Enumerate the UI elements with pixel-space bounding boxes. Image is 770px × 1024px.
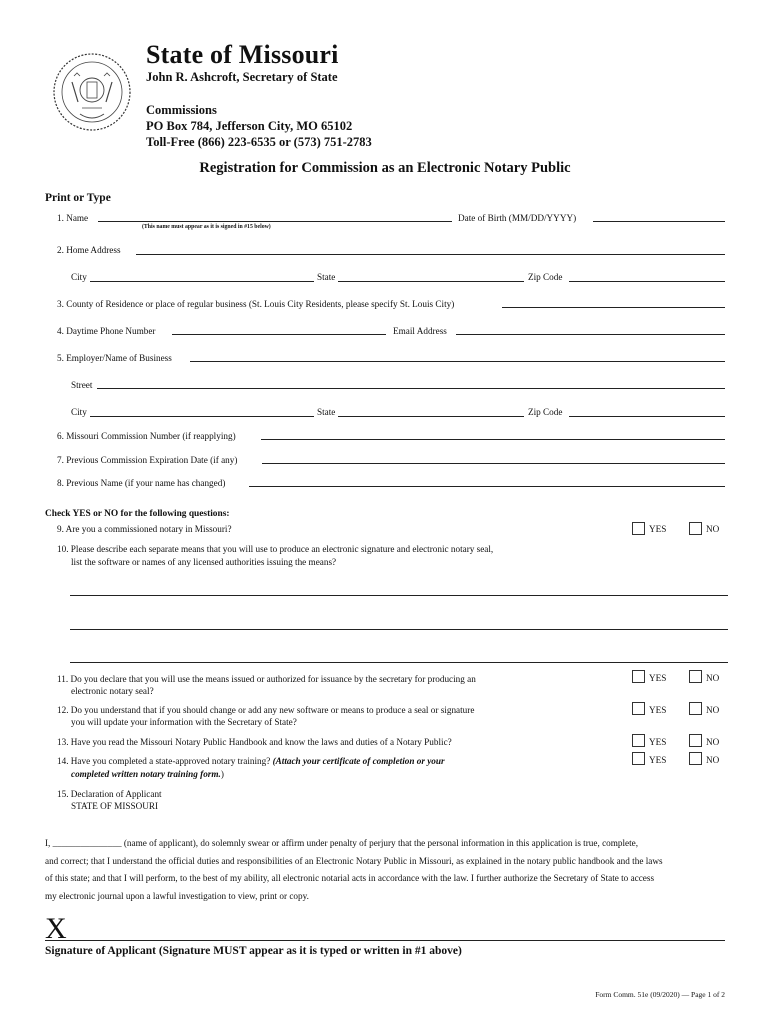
declaration-line-3: of this state; and that I will perform, to the best of my ability, all electronic notarial acts in accordance with the law. I further authorize the Secretary of State to access	[45, 873, 655, 883]
q14-yes-checkbox[interactable]	[632, 752, 645, 765]
signature-line[interactable]	[45, 940, 725, 941]
home-address-field[interactable]	[136, 254, 725, 255]
q14-no-label: NO	[706, 755, 720, 765]
commission-number-field[interactable]	[261, 439, 725, 440]
county-label: 3. County of Residence or place of regular business (St. Louis City Residents, please specify St. Louis City)	[57, 299, 455, 309]
county-field[interactable]	[502, 307, 725, 308]
q11-no-checkbox[interactable]	[689, 670, 702, 683]
previous-name-label: 8. Previous Name (if your name has changed)	[57, 478, 226, 488]
employer-zip-field[interactable]	[569, 416, 725, 417]
declaration-paragraph	[45, 835, 725, 905]
q13-yes-label: YES	[649, 737, 667, 747]
name-note: (This name must appear as it is signed in #15 below)	[142, 224, 271, 230]
question-14-line2	[71, 769, 224, 779]
declaration-line-1: I, _______________ (name of applicant), do solemnly swear or affirm under penalty of perjury that the personal information in this application is true, complete,	[45, 838, 639, 848]
q12-no-checkbox[interactable]	[689, 702, 702, 715]
dob-field[interactable]	[593, 221, 725, 222]
home-state-label: State	[317, 272, 336, 282]
home-zip-field[interactable]	[569, 281, 725, 282]
division-name: Commissions	[146, 103, 217, 117]
home-city-label: City	[71, 272, 87, 282]
expiration-date-label: 7. Previous Commission Expiration Date (if any)	[57, 455, 238, 465]
q9-no-label: NO	[706, 524, 720, 534]
phone-field[interactable]	[172, 334, 386, 335]
question-9: 9. Are you a commissioned notary in Missouri?	[57, 524, 232, 534]
question-14-attach-note: (Attach your certificate of completion or your	[272, 756, 445, 766]
employer-zip-label: Zip Code	[528, 407, 563, 417]
state-title: State of Missouri	[146, 40, 339, 69]
previous-name-field[interactable]	[249, 486, 725, 487]
declaration-line-4: my electronic journal upon a lawful investigation to view, print or copy.	[45, 890, 309, 901]
q9-no-checkbox[interactable]	[689, 522, 702, 535]
question-10-line1: 10. Please describe each separate means that you will use to produce an electronic signature and electronic notary seal,	[57, 544, 494, 554]
question-12-line1: 12. Do you understand that if you should change or add any new software or means to produce a seal or signature	[57, 705, 475, 715]
state-seal-logo	[52, 52, 132, 132]
q10-answer-line-3[interactable]	[70, 662, 728, 663]
employer-state-label: State	[317, 407, 336, 417]
q9-yes-label: YES	[649, 524, 667, 534]
employer-city-label: City	[71, 407, 87, 417]
expiration-date-field[interactable]	[262, 463, 725, 464]
secretary-name: John R. Ashcroft, Secretary of State	[146, 70, 338, 84]
signature-label: Signature of Applicant (Signature MUST appear as it is typed or written in #1 above)	[45, 945, 462, 957]
print-or-type-heading: Print or Type	[45, 192, 111, 204]
question-15-line2: STATE OF MISSOURI	[71, 801, 159, 811]
q13-no-label: NO	[706, 737, 720, 747]
home-city-field[interactable]	[90, 281, 314, 282]
check-heading: Check YES or NO for the following questions:	[45, 509, 230, 519]
q11-yes-checkbox[interactable]	[632, 670, 645, 683]
q14-no-checkbox[interactable]	[689, 752, 702, 765]
employer-street-label: Street	[71, 380, 93, 390]
q14-yes-label: YES	[649, 755, 667, 765]
q12-yes-label: YES	[649, 705, 667, 715]
question-14-text: 14. Have you completed a state-approved notary training?	[57, 756, 271, 766]
employer-label: 5. Employer/Name of Business	[57, 353, 172, 363]
q12-yes-checkbox[interactable]	[632, 702, 645, 715]
home-state-field[interactable]	[338, 281, 524, 282]
dob-label: Date of Birth (MM/DD/YYYY)	[458, 213, 577, 223]
q13-yes-checkbox[interactable]	[632, 734, 645, 747]
form-title: Registration for Commission as an Electronic Notary Public	[199, 160, 571, 176]
phone-label: 4. Daytime Phone Number	[57, 326, 156, 336]
name-field[interactable]	[98, 221, 452, 222]
q12-no-label: NO	[706, 705, 720, 715]
question-14-close-paren: )	[220, 769, 224, 779]
question-13: 13. Have you read the Missouri Notary Public Handbook and know the laws and duties of a Notary Public?	[57, 737, 452, 747]
q11-yes-label: YES	[649, 673, 667, 683]
name-label: 1. Name	[57, 213, 89, 223]
employer-field[interactable]	[190, 361, 725, 362]
question-10-line2: list the software or names of any licensed authorities issuing the means?	[71, 557, 337, 567]
question-12-line2: you will update your information with the Secretary of State?	[71, 717, 297, 727]
home-address-label: 2. Home Address	[57, 245, 121, 255]
employer-state-field[interactable]	[338, 416, 524, 417]
form-footer: Form Comm. 51e (09/2020) — Page 1 of 2	[595, 990, 725, 999]
q13-no-checkbox[interactable]	[689, 734, 702, 747]
question-14-line1	[57, 756, 445, 766]
phone-numbers: Toll-Free (866) 223-6535 or (573) 751-2783	[146, 135, 372, 149]
commission-number-label: 6. Missouri Commission Number (if reapplying)	[57, 431, 236, 441]
question-11-line2: electronic notary seal?	[71, 686, 154, 696]
mailing-address: PO Box 784, Jefferson City, MO 65102	[146, 119, 353, 133]
q9-yes-checkbox[interactable]	[632, 522, 645, 535]
q11-no-label: NO	[706, 673, 720, 683]
declaration-line-2: and correct; that I understand the official duties and responsibilities of an Electronic Notary Public in Missouri, as explained in the notary public handbook and the laws	[45, 855, 663, 866]
q10-answer-line-2[interactable]	[70, 629, 728, 630]
email-field[interactable]	[456, 334, 725, 335]
q10-answer-line-1[interactable]	[70, 595, 728, 596]
signature-x-mark: X	[45, 912, 67, 945]
email-label: Email Address	[393, 326, 447, 336]
question-11-line1: 11. Do you declare that you will use the means issued or authorized for issuance by the secretary for producing an	[57, 674, 476, 684]
employer-city-field[interactable]	[90, 416, 314, 417]
employer-street-field[interactable]	[97, 388, 725, 389]
question-15-line1: 15. Declaration of Applicant	[57, 789, 162, 799]
question-14-training-form-note: completed written notary training form.	[71, 769, 221, 779]
home-zip-label: Zip Code	[528, 272, 563, 282]
